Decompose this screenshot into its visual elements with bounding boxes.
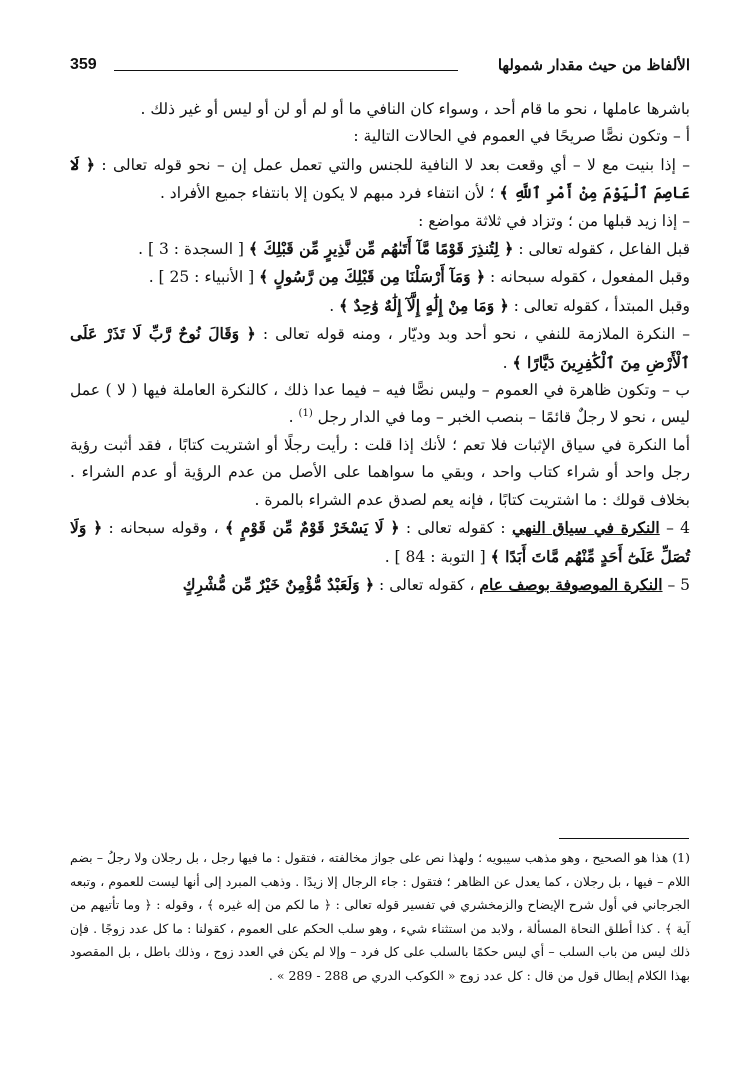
paragraph-affirmation-context: أما النكرة في سياق الإثبات فلا تعم ؛ لأنك إذا قلت : رأيت رجلًا أو اشتريت كتابًا ، فقد أثبت رؤية رجل واحد أو شراء كتاب واحد ، وبقي ما سواهما على الأصل من عدم الرؤية أو عدم الشراء . بخلاف قولك : ما اشتريت كتابًا ، فإنه يعم لصدق عدم الشراء بالمرة . <box>70 435 690 509</box>
paragraph-before-subject: قبل الفاعل ، كقوله تعالى : ﴿ لِتُنذِرَ قَوْمًا مَّآ أَتَىٰهُم مِّن نَّذِيرٍ مِّن قَبْلِكَ ﴾ [ السجدة : 3 ] . <box>138 239 690 259</box>
quran-verse: ﴿ وَقَالَ نُوحٌ رَّبِّ لَا تَذَرْ عَلَى ٱلْأَرْضِ مِنَ ٱلْكَٰفِرِينَ دَيَّارًا ﴾ <box>70 324 690 372</box>
paragraph-la-nafiya: – إذا بنيت مع لا – أي وقعت بعد لا النافية للجنس والتي تعمل عمل إن – نحو قوله تعالى : ﴿ لَا عَاصِمَ ٱلْيَوْمَ مِنْ أَمْرِ ٱللَّهِ ﴾ ؛ لأن انتفاء فرد مبهم لا يكون إلا بانتفاء جميع الأفراد . <box>70 154 691 203</box>
paragraph-intro: باشرها عاملها ، نحو ما قام أحد ، وسواء كان النافي ما أو لم أو لن أو ليس أو غير ذلك . <box>140 100 690 118</box>
footnote-divider <box>559 838 689 839</box>
paragraph-min-zaida: – إذا زيد قبلها من ؛ وتزاد في ثلاثة مواضع : <box>418 211 690 230</box>
page-header <box>70 54 690 84</box>
quran-verse: ﴿ وَلَا تُصَلِّ عَلَىٰٓ أَحَدٍ مِّنْهُم مَّاتَ أَبَدًا ﴾ <box>70 518 690 566</box>
paragraph-explicit-generality-heading: أ – وتكون نصًّا صريحًا في العموم في الحالات التالية : <box>353 127 690 146</box>
footnotes <box>70 846 690 988</box>
running-title: الألفاظ من حيث مقدار شمولها <box>497 56 690 74</box>
quran-verse: ﴿ لِتُنذِرَ قَوْمًا مَّآ أَتَىٰهُم مِّن نَّذِيرٍ مِّن قَبْلِكَ ﴾ <box>248 239 514 259</box>
paragraph-apparent-generality: ب – وتكون ظاهرة في العموم – وليس نصًّا فيه – فيما عدا ذلك ، كالنكرة العاملة فيها ( لا ) عمل ليس ، نحو لا رجلٌ قائمًا – بنصب الخبر – وما في الدار رجل $^{(1)}$ . <box>70 381 690 427</box>
quran-verse: ﴿ وَلَعَبْدٌ مُّؤْمِنٌ خَيْرٌ مِّن مُّشْرِكٍ <box>182 574 375 594</box>
paragraph-negation-bound: – النكرة الملازمة للنفي ، نحو أحد وبد وديّار ، ومنه قوله تعالى : ﴿ وَقَالَ نُوحٌ رَّبِّ لَا تَذَرْ عَلَى ٱلْأَرْضِ مِنَ ٱلْكَٰفِرِينَ دَيَّارًا ﴾ . <box>70 324 690 372</box>
paragraph-before-mubtada: وقبل المبتدأ ، كقوله تعالى : ﴿ وَمَا مِنْ إِلَٰهٍ إِلَّآ إِلَٰهٌ وَٰحِدٌ ﴾ . <box>329 295 690 315</box>
quran-verse: ﴿ لَا يَسْخَرْ قَوْمٌ مِّن قَوْمٍ ﴾ <box>224 518 400 538</box>
quran-verse: ﴿ لَا عَاصِمَ ٱلْيَوْمَ مِنْ أَمْرِ ٱللَّهِ ﴾ <box>70 154 690 203</box>
quran-verse: ﴿ وَمَا مِنْ إِلَٰهٍ إِلَّآ إِلَٰهٌ وَٰحِدٌ ﴾ <box>339 295 509 315</box>
section-heading: النكرة الموصوفة بوصف عام <box>479 574 663 594</box>
page-number: 359 <box>70 56 97 73</box>
footnote-marker: (1) <box>298 408 313 420</box>
main-text <box>70 96 690 599</box>
paragraph-prohibition-context: 4 – النكرة في سياق النهي : كقوله تعالى : ﴿ لَا يَسْخَرْ قَوْمٌ مِّن قَوْمٍ ﴾ ، وقوله سبحانه : ﴿ وَلَا تُصَلِّ عَلَىٰٓ أَحَدٍ مِّنْهُم مَّاتَ أَبَدًا ﴾ [ التوبة : 84 ] . <box>70 518 691 566</box>
paragraph-before-object: وقبل المفعول ، كقوله سبحانه : ﴿ وَمَآ أَرْسَلْنَا مِن قَبْلِكَ مِن رَّسُولٍ ﴾ [ الأنبياء : 25 ] . <box>148 267 690 287</box>
header-rule <box>114 70 458 71</box>
section-heading: النكرة في سياق النهي <box>511 518 660 538</box>
quran-verse: ﴿ وَمَآ أَرْسَلْنَا مِن قَبْلِكَ مِن رَّسُولٍ ﴾ <box>259 267 486 287</box>
footnote-1: (1) هذا هو الصحيح ، وهو مذهب سيبويه ؛ ولهذا نص على جواز مخالفته ، فتقول : ما فيها رجل ، بل رجلان ولا رجلُ – بضم اللام – فيها ، بل رجلان ، كما يعدل عن الظاهر ؛ فتقول : جاء الرجال إلا زيدًا . وذهب المبرد إلى أنها ليست للعموم ، وتبعه الجرجاني في أول شرح الإيضاح والزمخشري في تفسير قوله تعالى : ﴿ ما لكم من إله غيره ﴾ ، وقوله : ﴿ وما تأتيهم من آية ﴾ . كذا أطلق النحاة المسألة ، ولابد من استثناء شيء ، وهو سلب الحكم على العموم ، كقولنا : ما كل عدد زوجًا . فإن ذلك ليس من باب السلب – أي ليس حكمًا بالسلب على كل فرد – وإلا لم يكن في العدد زوج ، وذلك باطل ، بل المقصود بهذا الكلام إبطال قول من قال : كل عدد زوج « الكوكب الدري ص 288 - 289 » . <box>70 850 690 983</box>
paragraph-general-description: 5 – النكرة الموصوفة بوصف عام ، كقوله تعالى : ﴿ وَلَعَبْدٌ مُّؤْمِنٌ خَيْرٌ مِّن مُّشْرِكٍ <box>182 574 690 594</box>
